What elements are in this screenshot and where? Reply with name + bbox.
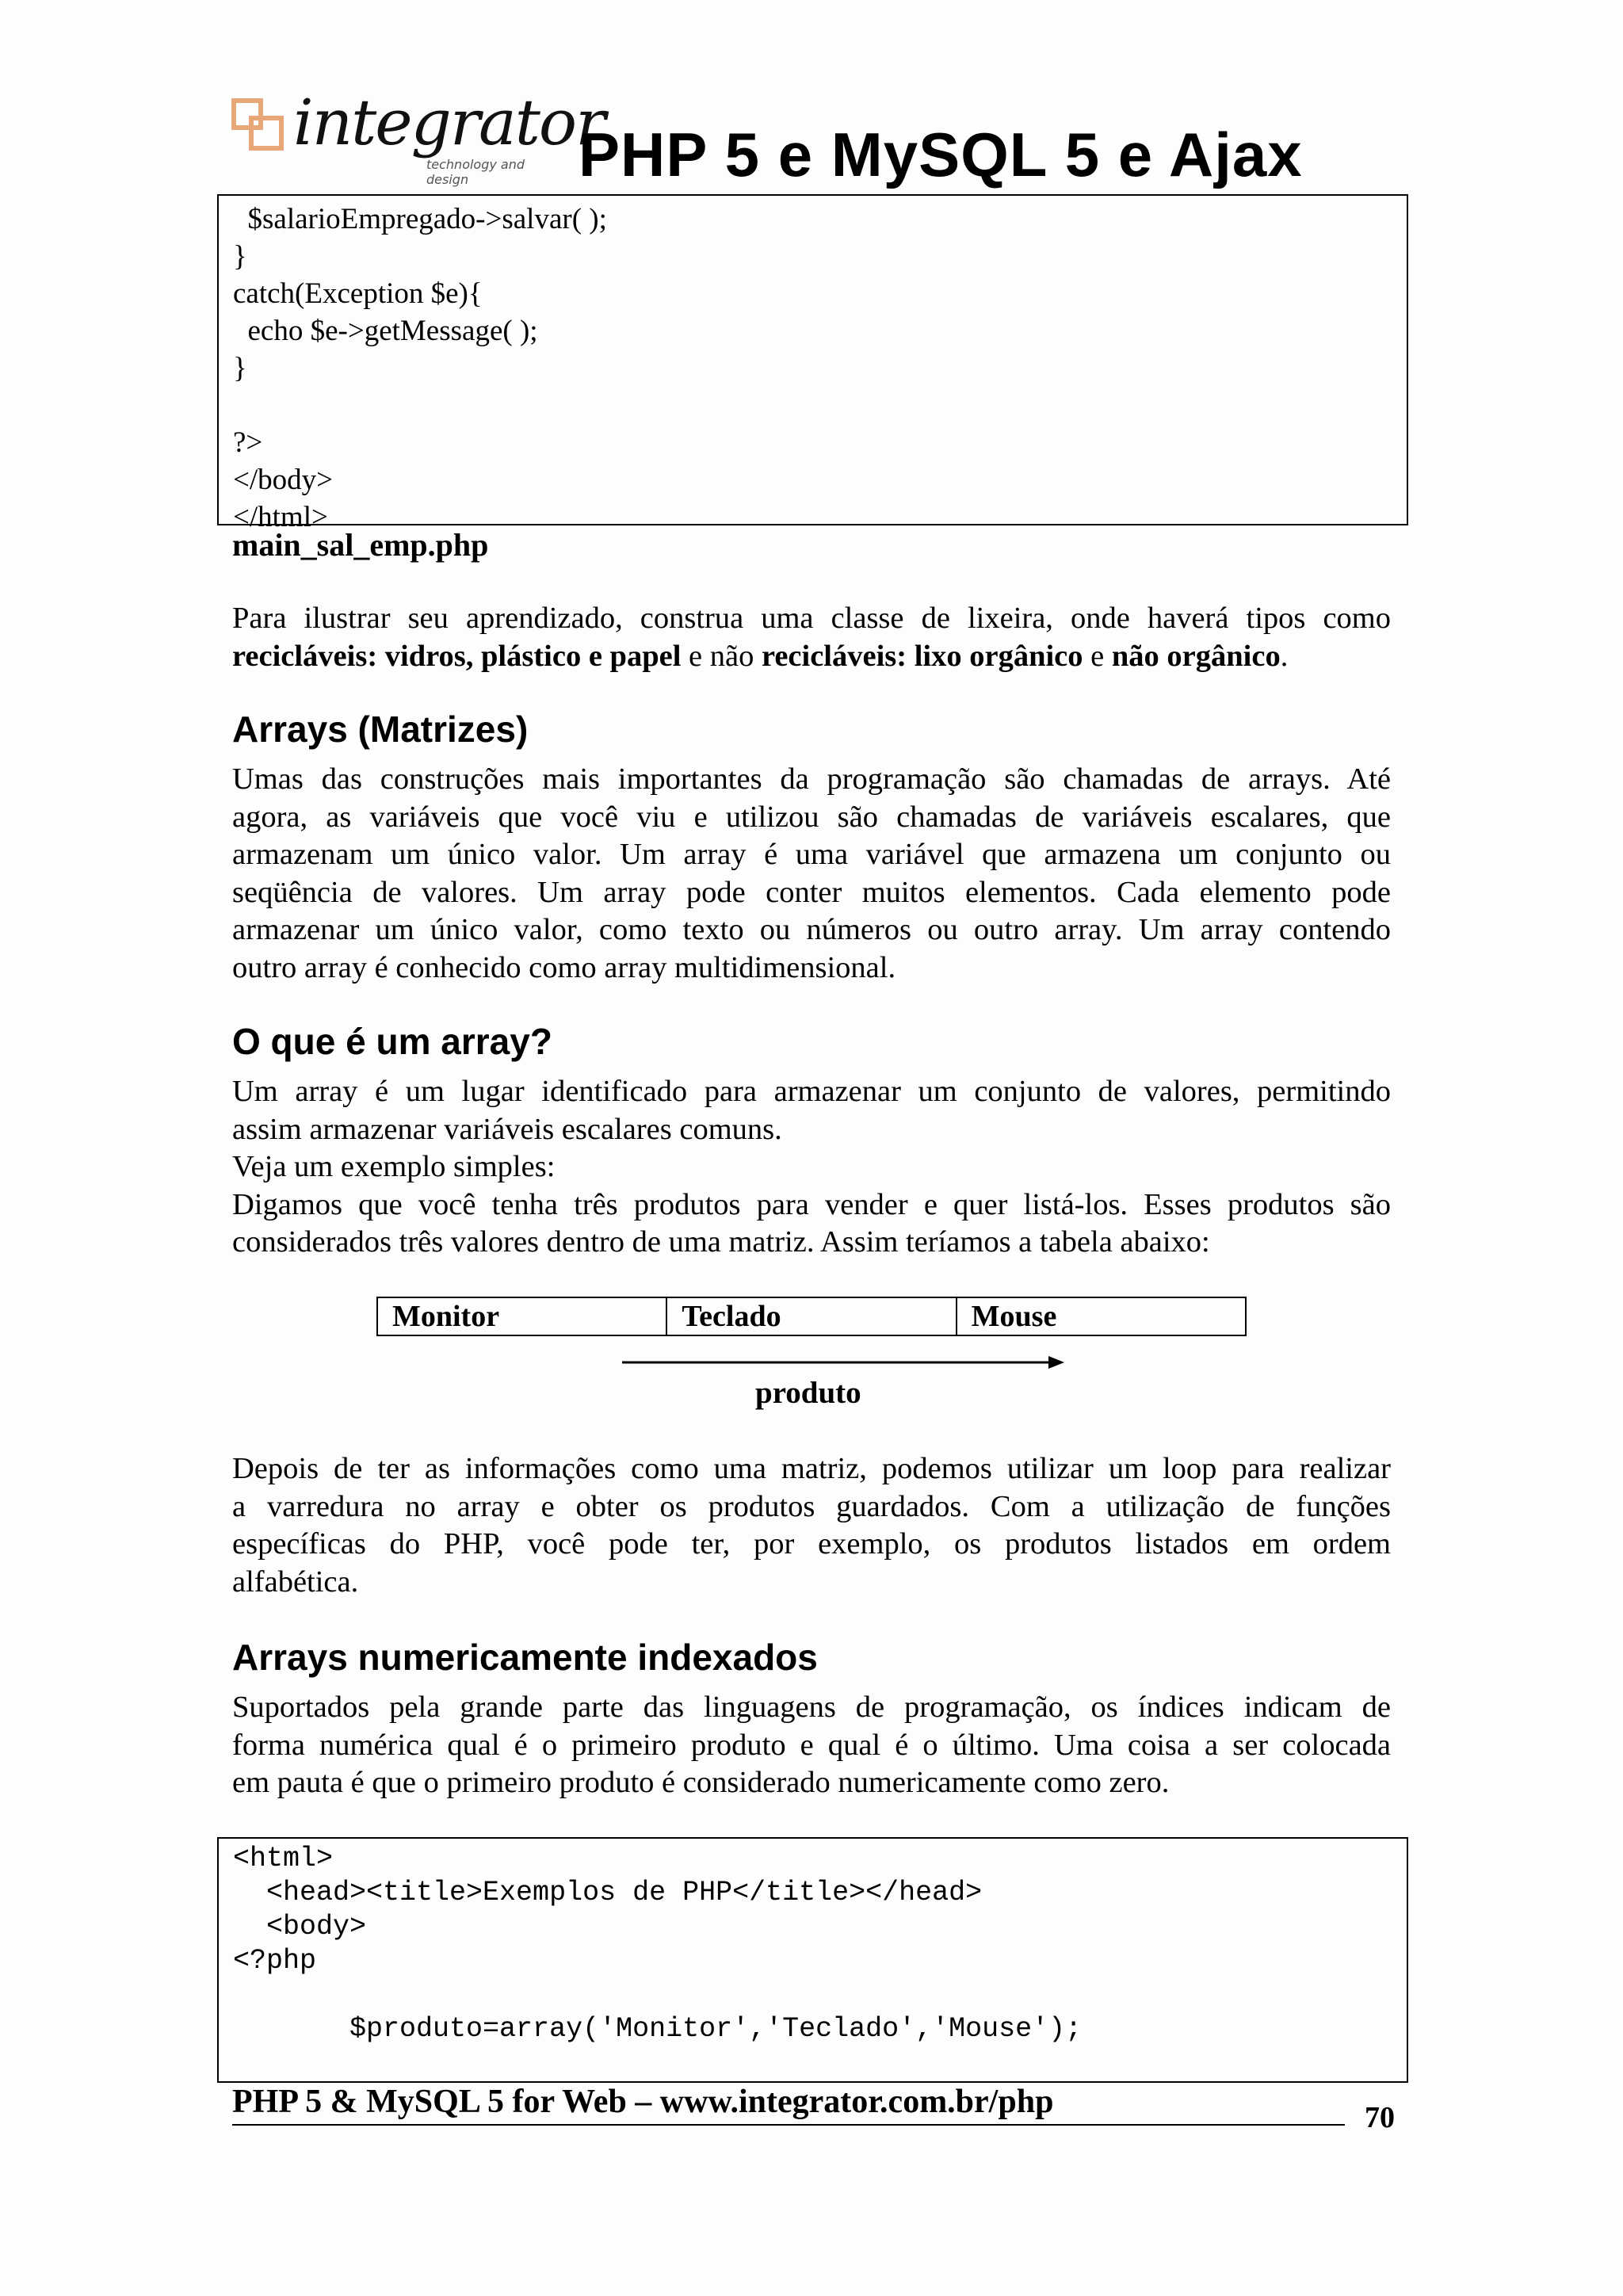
paragraph-line: Para ilustrar seu aprendizado, construa uma classe de lixeira, onde haverá tipos como bbox=[232, 602, 1391, 635]
paragraph-line: assim armazenar variáveis escalares comuns. bbox=[232, 1112, 782, 1146]
product-cell: Teclado bbox=[666, 1298, 955, 1335]
section-paragraph-indexed-arrays bbox=[232, 1689, 1391, 1802]
paragraph-line: Digamos que você tenha três produtos para vender e quer listá-los. Esses produtos são bbox=[232, 1187, 1391, 1221]
section-paragraph-what-is-array bbox=[232, 1073, 1391, 1262]
paragraph-line: Veja um exemplo simples: bbox=[232, 1150, 556, 1183]
section-heading-indexed-arrays: Arrays numericamente indexados bbox=[232, 1637, 818, 1678]
code-line: } bbox=[233, 352, 247, 384]
page-number: 70 bbox=[1365, 2101, 1395, 2134]
paragraph-line: considerados três valores dentro de uma matriz. Assim teríamos a tabela abaixo: bbox=[232, 1225, 1210, 1259]
loop-paragraph bbox=[232, 1450, 1391, 1601]
text: e bbox=[1083, 639, 1112, 673]
product-cell: Monitor bbox=[392, 1300, 500, 1333]
logo-square-icon-2 bbox=[249, 116, 284, 151]
code-line: </body> bbox=[233, 464, 334, 496]
exercise-paragraph bbox=[232, 600, 1391, 675]
code-line bbox=[233, 1978, 1407, 2012]
paragraph-line: Suportados pela grande parte das linguagens de programação, os índices indicam de bbox=[232, 1690, 1391, 1724]
paragraph-line: outro array é conhecido como array multidimensional. bbox=[232, 950, 896, 984]
code-filename: main_sal_emp.php bbox=[232, 527, 489, 563]
code-box-top bbox=[217, 194, 1408, 533]
code-line: </html> bbox=[233, 501, 328, 533]
code-line: <body> bbox=[233, 1911, 367, 1943]
product-cell: Mouse bbox=[956, 1298, 1245, 1335]
code-line: } bbox=[233, 240, 247, 273]
section-heading-arrays: Arrays (Matrizes) bbox=[232, 709, 529, 750]
paragraph-line: armazenar um único valor, como texto ou números ou outro array. Um array contendo bbox=[232, 913, 1391, 946]
page-title: PHP 5 e MySQL 5 e Ajax bbox=[579, 120, 1303, 189]
paragraph-line: Um array é um lugar identificado para armazenar um conjunto de valores, permitindo bbox=[232, 1075, 1391, 1108]
paragraph-line: armazenam um único valor. Um array é uma variável que armazena um conjunto ou bbox=[232, 838, 1391, 871]
integrator-logo bbox=[231, 86, 605, 187]
footer-divider bbox=[232, 2124, 1345, 2126]
paragraph-line bbox=[232, 638, 1391, 676]
code-line: $produto=array('Monitor','Teclado','Mouse'); bbox=[233, 2013, 1083, 2045]
paragraph-line: seqüência de valores. Um array pode conter muitos elementos. Cada elemento pode bbox=[232, 875, 1391, 909]
code-line: echo $e->getMessage( ); bbox=[233, 315, 538, 347]
product-table bbox=[376, 1297, 1247, 1336]
code-line bbox=[233, 387, 1407, 424]
paragraph-line: específicas do PHP, você pode ter, por exemplo, os produtos listados em ordem bbox=[232, 1527, 1391, 1561]
paragraph-line: forma numérica qual é o primeiro produto e qual é o último. Uma coisa a ser colocada bbox=[232, 1728, 1391, 1762]
code-line: <html> bbox=[233, 1843, 334, 1874]
section-heading-what-is-array: O que é um array? bbox=[232, 1021, 552, 1062]
code-line: <head><title>Exemplos de PHP</title></head> bbox=[233, 1877, 983, 1908]
code-line: catch(Exception $e){ bbox=[233, 277, 483, 310]
code-line: <?php bbox=[233, 1945, 317, 1977]
section-paragraph-arrays bbox=[232, 761, 1391, 987]
paragraph-line: Umas das construções mais importantes da programação são chamadas de arrays. Até bbox=[232, 762, 1391, 796]
paragraph-line: alfabética. bbox=[232, 1564, 359, 1599]
text: . bbox=[1280, 639, 1289, 673]
paragraph-line: agora, as variáveis que você viu e utilizou são chamadas de variáveis escalares, que bbox=[232, 800, 1391, 834]
footer-text: PHP 5 & MySQL 5 for Web – www.integrator.com.br/php bbox=[232, 2084, 1054, 2120]
code-box-bottom bbox=[217, 1837, 1408, 2083]
bold-text: não orgânico bbox=[1111, 639, 1281, 673]
code-line: ?> bbox=[233, 426, 263, 459]
text: e não bbox=[681, 639, 762, 673]
paragraph-line: em pauta é que o primeiro produto é considerado numericamente como zero. bbox=[232, 1766, 1170, 1799]
code-line: $salarioEmpregado->salvar( ); bbox=[233, 203, 607, 235]
logo-wordmark: integrator bbox=[293, 86, 605, 159]
bold-text: recicláveis: lixo orgânico bbox=[761, 639, 1083, 673]
product-table-label: produto bbox=[755, 1376, 861, 1410]
right-arrow-icon bbox=[622, 1351, 1066, 1373]
bold-text: recicláveis: vidros, plástico e papel bbox=[232, 639, 682, 673]
logo-tagline: technology and design bbox=[426, 157, 525, 187]
paragraph-line: Depois de ter as informações como uma matriz, podemos utilizar um loop para realizar bbox=[232, 1452, 1391, 1485]
paragraph-line: a varredura no array e obter os produtos guardados. Com a utilização de funções bbox=[232, 1489, 1391, 1523]
